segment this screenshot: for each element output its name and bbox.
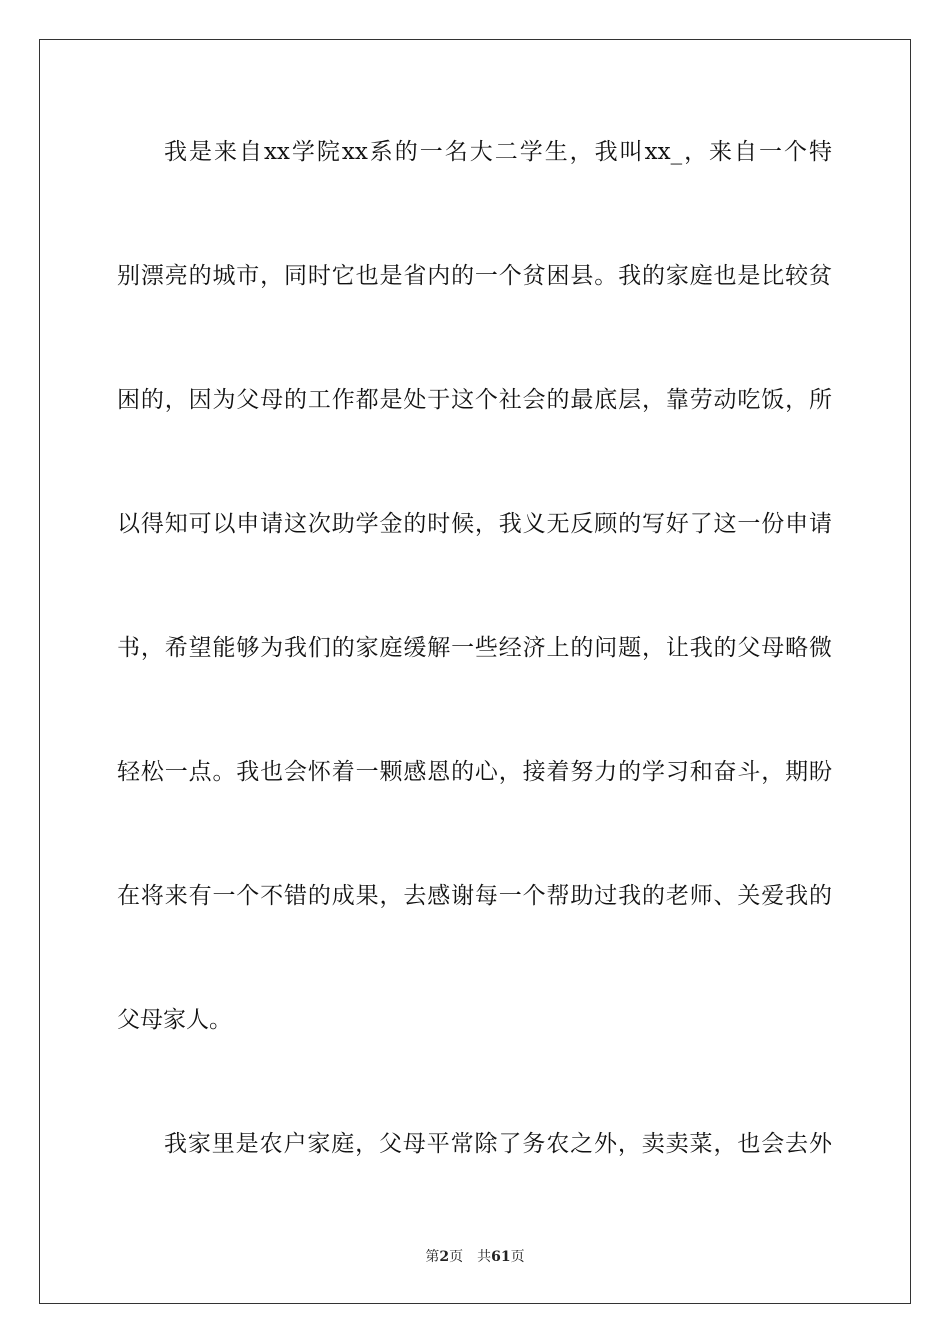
paragraph-1-line-4: 以得知可以申请这次助学金的时候，我义无反顾的写好了这一份申请 (117, 511, 832, 537)
paragraph-2-line-1: 我家里是农户家庭，父母平常除了务农之外，卖卖菜，也会去外 (164, 1131, 832, 1157)
paragraph-1-line-2: 别漂亮的城市，同时它也是省内的一个贫困县。我的家庭也是比较贫 (117, 263, 832, 289)
paragraph-1-line-1: 我是来自xx学院xx系的一名大二学生，我叫xx_，来自一个特 (164, 139, 832, 165)
paragraph-1-line-7: 在将来有一个不错的成果，去感谢每一个帮助过我的老师、关爱我的 (117, 883, 832, 909)
page-suffix: 页 (449, 1249, 464, 1265)
total-suffix: 页 (510, 1249, 525, 1265)
paragraph-1-line-8: 父母家人。 (117, 1007, 232, 1033)
total-pages: 61 (491, 1249, 511, 1265)
paragraph-1-line-6: 轻松一点。我也会怀着一颗感恩的心，接着努力的学习和奋斗，期盼 (117, 759, 832, 785)
paragraph-1-line-3: 困的，因为父母的工作都是处于这个社会的最底层，靠劳动吃饭，所 (117, 387, 832, 413)
page-prefix: 第 (425, 1249, 440, 1265)
page-border (39, 39, 911, 1304)
total-prefix: 共 (477, 1249, 492, 1265)
page-footer (0, 1248, 950, 1266)
page-number: 2 (439, 1249, 450, 1265)
paragraph-1-line-5: 书，希望能够为我们的家庭缓解一些经济上的问题，让我的父母略微 (117, 635, 832, 661)
